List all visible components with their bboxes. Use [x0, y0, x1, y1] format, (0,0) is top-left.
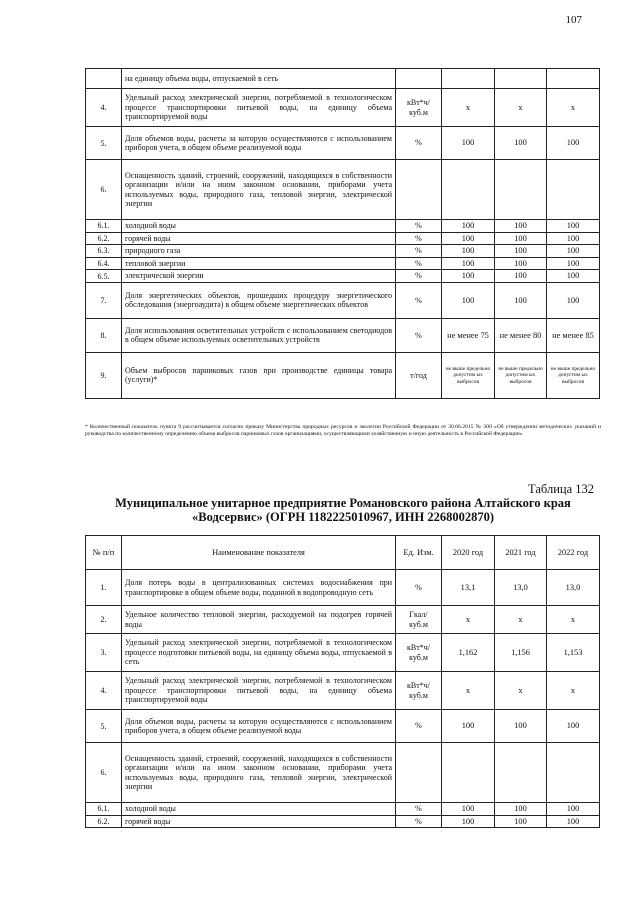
indicator-name: Удельный расход электрической энергии, потребляемой в технологическом процессе транспортировки питьевой воды, на единицу объема транспортируемой воды	[122, 89, 396, 127]
value-2020	[442, 743, 495, 803]
row-number: 6.	[86, 743, 122, 803]
row-number: 6.2.	[86, 232, 122, 245]
value-2020: х	[442, 89, 495, 127]
value-2020: 100	[442, 232, 495, 245]
indicator-name: горячей воды	[122, 232, 396, 245]
unit-cell: %	[396, 257, 442, 270]
table-row	[86, 220, 600, 233]
unit-cell: кВт*ч/ куб.м	[396, 89, 442, 127]
indicator-name: холодной воды	[122, 803, 396, 816]
row-number: 1.	[86, 570, 122, 606]
table-row	[86, 743, 600, 803]
unit-cell: т/год	[396, 352, 442, 398]
value-2021: не выше предельно допустим ых выбросов	[495, 352, 547, 398]
indicator-name: Доля объемов воды, расчеты за которую осуществляются с использованием приборов учета, в общем объеме реализуемой воды	[122, 127, 396, 160]
indicator-name: Доля использования осветительных устройств с использованием светодиодов в общем объеме используемых осветительных устройств	[122, 318, 396, 352]
value-2020: 100	[442, 803, 495, 816]
value-2021: х	[495, 89, 547, 127]
header-year-2020: 2020 год	[442, 536, 495, 570]
value-2020: 100	[442, 270, 495, 283]
unit-cell: Гкал/ куб.м	[396, 606, 442, 634]
table-row	[86, 257, 600, 270]
indicator-name: природного газа	[122, 245, 396, 258]
unit-cell: %	[396, 803, 442, 816]
value-2022	[547, 160, 600, 220]
unit-cell: %	[396, 245, 442, 258]
value-2021: 1,156	[495, 634, 547, 672]
value-2020: х	[442, 672, 495, 710]
table-row	[86, 160, 600, 220]
table-row	[86, 127, 600, 160]
row-number	[86, 69, 122, 89]
unit-cell: %	[396, 570, 442, 606]
value-2020: 100	[442, 127, 495, 160]
value-2022: не выше предельно допустим ых выбросов	[547, 352, 600, 398]
value-2021: 100	[495, 803, 547, 816]
value-2022: не менее 85	[547, 318, 600, 352]
row-number: 5.	[86, 127, 122, 160]
table-row	[86, 634, 600, 672]
table-label: Таблица 132	[528, 482, 594, 496]
value-2021	[495, 69, 547, 89]
table-row	[86, 270, 600, 283]
value-2020: 100	[442, 245, 495, 258]
row-number: 6.	[86, 160, 122, 220]
indicator-name: Удельный расход электрической энергии, потребляемой в технологическом процессе транспортировки питьевой воды, на единицу объема транспортируемой воды	[122, 672, 396, 710]
value-2021: 100	[495, 710, 547, 743]
indicator-name: Доля объемов воды, расчеты за которую осуществляются с использованием приборов учета, в общем объеме реализуемой воды	[122, 710, 396, 743]
value-2020	[442, 69, 495, 89]
value-2020: х	[442, 606, 495, 634]
unit-cell	[396, 69, 442, 89]
header-name: Наименование показателя	[122, 536, 396, 570]
unit-cell: %	[396, 270, 442, 283]
value-2021: 13,0	[495, 570, 547, 606]
unit-cell: %	[396, 127, 442, 160]
header-unit: Ед. Изм.	[396, 536, 442, 570]
value-2021: 100	[495, 815, 547, 828]
value-2021	[495, 160, 547, 220]
value-2022: 100	[547, 257, 600, 270]
table-header-row	[86, 536, 600, 570]
value-2022: 100	[547, 245, 600, 258]
value-2021: 100	[495, 245, 547, 258]
row-number: 6.1.	[86, 803, 122, 816]
value-2022	[547, 743, 600, 803]
indicator-name: Доля энергетических объектов, прошедших процедуру энергетического обследования (энергоаудита) в общем объеме энергетических объектов	[122, 282, 396, 318]
table-row	[86, 232, 600, 245]
indicator-name: Оснащенность зданий, строений, сооружений, находящихся в собственности организации и/или на ином законном основании, приборами учета используемых воды, природного газа, тепловой энергии, электрической энергии	[122, 743, 396, 803]
value-2021: не менее 80	[495, 318, 547, 352]
indicator-name: холодной воды	[122, 220, 396, 233]
value-2020: 100	[442, 710, 495, 743]
value-2022: 100	[547, 803, 600, 816]
row-number: 5.	[86, 710, 122, 743]
row-number: 6.2.	[86, 815, 122, 828]
value-2021: 100	[495, 232, 547, 245]
value-2020	[442, 160, 495, 220]
value-2022: 100	[547, 282, 600, 318]
unit-cell	[396, 160, 442, 220]
value-2022	[547, 69, 600, 89]
value-2021	[495, 743, 547, 803]
value-2022: 100	[547, 232, 600, 245]
value-2021: 100	[495, 220, 547, 233]
table-row	[86, 318, 600, 352]
indicator-name: горячей воды	[122, 815, 396, 828]
value-2021: 100	[495, 127, 547, 160]
footnote: * Количественный показатель пункта 9 рассчитывается согласно приказу Министерства природных ресурсов и экологии Российской Федерации от 30.06.2015 № 300 «Об утверждении методических указаний и руководства по количественному определению объема выбросов парниковых газов организациями, осуществляющими хозяйственную и иную деятельность в Российской Федерации»	[85, 424, 601, 437]
value-2020: 100	[442, 220, 495, 233]
indicator-name: тепловой энергии	[122, 257, 396, 270]
indicator-name: на единицу объема воды, отпускаемой в сеть	[122, 69, 396, 89]
unit-cell: %	[396, 815, 442, 828]
table-row	[86, 570, 600, 606]
value-2020: 100	[442, 282, 495, 318]
indicator-name: Удельное количество тепловой энергии, расходуемой на подогрев горячей воды	[122, 606, 396, 634]
table-row	[86, 69, 600, 89]
table-row	[86, 245, 600, 258]
table-row	[86, 282, 600, 318]
value-2020: не выше предельно допустим ых выбросов	[442, 352, 495, 398]
table-row	[86, 710, 600, 743]
value-2021: 100	[495, 282, 547, 318]
row-number: 4.	[86, 672, 122, 710]
row-number: 4.	[86, 89, 122, 127]
row-number: 8.	[86, 318, 122, 352]
unit-cell: %	[396, 318, 442, 352]
unit-cell: %	[396, 220, 442, 233]
unit-cell: %	[396, 232, 442, 245]
header-year-2022: 2022 год	[547, 536, 600, 570]
row-number: 3.	[86, 634, 122, 672]
indicator-name: Удельный расход электрической энергии, потребляемой в технологическом процессе подготовки питьевой воды, на единицу объема воды, отпускаемой в сеть	[122, 634, 396, 672]
value-2021: х	[495, 606, 547, 634]
value-2020: 13,1	[442, 570, 495, 606]
unit-cell: %	[396, 282, 442, 318]
table-row	[86, 672, 600, 710]
value-2020: 1,162	[442, 634, 495, 672]
organization-title: Муниципальное унитарное предприятие Романовского района Алтайского края «Водсервис» (ОГРН 1182225010967, ИНН 2268002870)	[115, 496, 571, 524]
value-2021: 100	[495, 270, 547, 283]
value-2022: 100	[547, 220, 600, 233]
value-2022: 100	[547, 127, 600, 160]
header-year-2021: 2021 год	[495, 536, 547, 570]
value-2022: х	[547, 89, 600, 127]
indicators-table-132	[85, 535, 600, 828]
unit-cell: %	[396, 710, 442, 743]
row-number: 7.	[86, 282, 122, 318]
value-2020: не менее 75	[442, 318, 495, 352]
table-row	[86, 803, 600, 816]
unit-cell: кВт*ч/ куб.м	[396, 672, 442, 710]
row-number: 6.5.	[86, 270, 122, 283]
indicators-table-body	[86, 69, 600, 399]
value-2021: х	[495, 672, 547, 710]
table-row	[86, 89, 600, 127]
indicator-name: электрической энергии	[122, 270, 396, 283]
indicators-table-continued	[85, 68, 600, 399]
indicator-name: Оснащенность зданий, строений, сооружений, находящихся в собственности организации и/или на ином законном основании, приборами учета используемых воды, природного газа, тепловой энергии, электрической энергии	[122, 160, 396, 220]
row-number: 6.1.	[86, 220, 122, 233]
indicator-name: Доля потерь воды в централизованных системах водоснабжения при транспортировке в общем объеме воды, поданной в водопроводную сеть	[122, 570, 396, 606]
indicator-name: Объем выбросов парниковых газов при производстве единицы товара (услуги)*	[122, 352, 396, 398]
table-row	[86, 352, 600, 398]
row-number: 6.3.	[86, 245, 122, 258]
value-2020: 100	[442, 815, 495, 828]
header-num: № п/п	[86, 536, 122, 570]
value-2020: 100	[442, 257, 495, 270]
table-row	[86, 606, 600, 634]
value-2022: х	[547, 672, 600, 710]
table-row	[86, 815, 600, 828]
value-2022: 13,0	[547, 570, 600, 606]
row-number: 2.	[86, 606, 122, 634]
unit-cell	[396, 743, 442, 803]
value-2022: 1,153	[547, 634, 600, 672]
unit-cell: кВт*ч/ куб.м	[396, 634, 442, 672]
indicators-table-body	[86, 570, 600, 828]
row-number: 9.	[86, 352, 122, 398]
page-number: 107	[565, 14, 582, 26]
value-2022: 100	[547, 270, 600, 283]
value-2022: х	[547, 606, 600, 634]
row-number: 6.4.	[86, 257, 122, 270]
value-2022: 100	[547, 815, 600, 828]
value-2022: 100	[547, 710, 600, 743]
value-2021: 100	[495, 257, 547, 270]
